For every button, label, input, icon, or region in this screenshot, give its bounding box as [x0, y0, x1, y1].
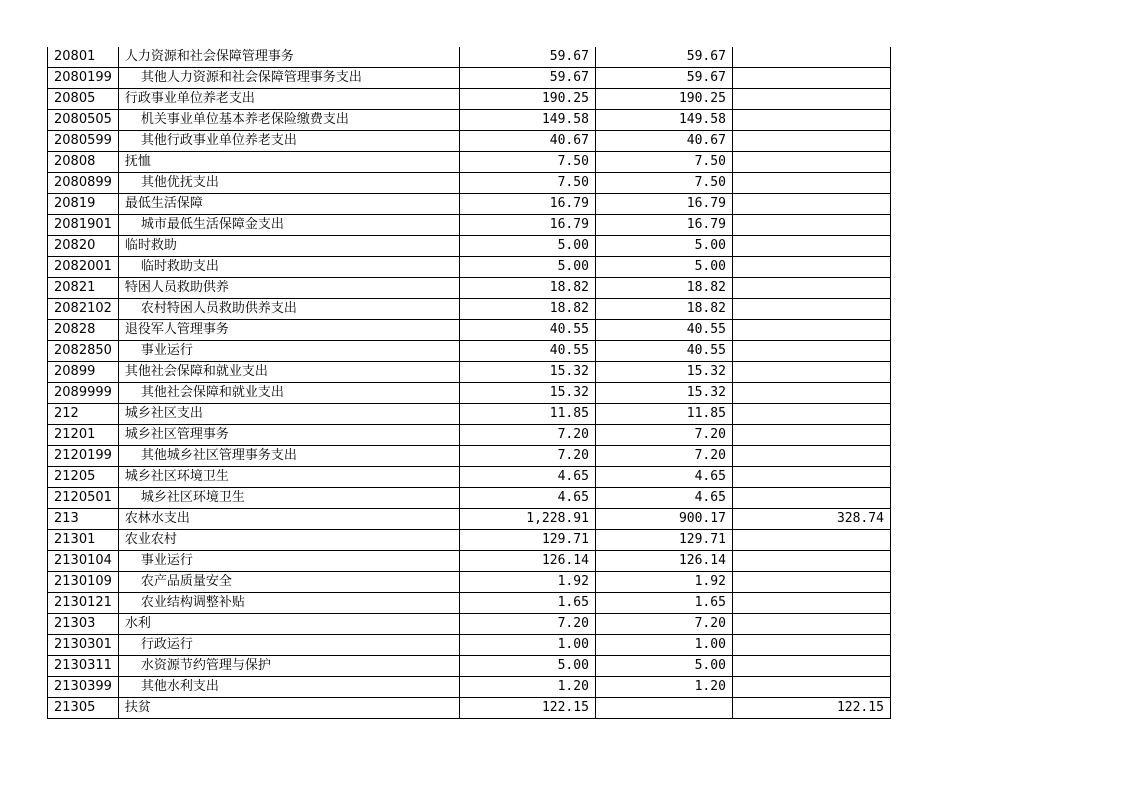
- basic-expenditure-cell: 5.00: [595, 257, 732, 278]
- table-row: [48, 488, 891, 509]
- account-name-cell: 行政事业单位养老支出: [118, 89, 459, 110]
- account-code-cell: 2082001: [48, 257, 119, 278]
- project-expenditure-cell: [732, 446, 890, 467]
- account-code-cell: 2082102: [48, 299, 119, 320]
- account-code-cell: 21201: [48, 425, 119, 446]
- total-amount-cell: 129.71: [459, 530, 595, 551]
- project-expenditure-cell: [732, 89, 890, 110]
- project-expenditure-cell: [732, 551, 890, 572]
- total-amount-cell: 122.15: [459, 698, 595, 719]
- project-expenditure-cell: [732, 257, 890, 278]
- table-row: [48, 551, 891, 572]
- table-row: [48, 278, 891, 299]
- account-code-cell: 20821: [48, 278, 119, 299]
- table-row: [48, 215, 891, 236]
- account-name-cell: 人力资源和社会保障管理事务: [118, 47, 459, 68]
- basic-expenditure-cell: 7.50: [595, 152, 732, 173]
- project-expenditure-cell: [732, 677, 890, 698]
- table-row: [48, 110, 891, 131]
- account-code-cell: 2130121: [48, 593, 119, 614]
- account-name-cell: 其他优抚支出: [118, 173, 459, 194]
- basic-expenditure-cell: 15.32: [595, 383, 732, 404]
- account-name-cell: 其他社会保障和就业支出: [118, 383, 459, 404]
- project-expenditure-cell: [732, 131, 890, 152]
- account-code-cell: 2080899: [48, 173, 119, 194]
- project-expenditure-cell: [732, 404, 890, 425]
- account-code-cell: 2120501: [48, 488, 119, 509]
- project-expenditure-cell: [732, 278, 890, 299]
- total-amount-cell: 40.55: [459, 320, 595, 341]
- basic-expenditure-cell: 5.00: [595, 656, 732, 677]
- project-expenditure-cell: [732, 215, 890, 236]
- project-expenditure-cell: [732, 320, 890, 341]
- account-name-cell: 水资源节约管理与保护: [118, 656, 459, 677]
- table-row: [48, 68, 891, 89]
- account-name-cell: 抚恤: [118, 152, 459, 173]
- total-amount-cell: 59.67: [459, 47, 595, 68]
- account-code-cell: 20801: [48, 47, 119, 68]
- table-row: [48, 656, 891, 677]
- project-expenditure-cell: [732, 152, 890, 173]
- total-amount-cell: 59.67: [459, 68, 595, 89]
- basic-expenditure-cell: 1.00: [595, 635, 732, 656]
- account-name-cell: 城乡社区支出: [118, 404, 459, 425]
- total-amount-cell: 18.82: [459, 299, 595, 320]
- account-name-cell: 城市最低生活保障金支出: [118, 215, 459, 236]
- table-row: [48, 635, 891, 656]
- total-amount-cell: 7.20: [459, 446, 595, 467]
- account-name-cell: 特困人员救助供养: [118, 278, 459, 299]
- table-row: [48, 236, 891, 257]
- total-amount-cell: 1,228.91: [459, 509, 595, 530]
- account-name-cell: 城乡社区环境卫生: [118, 488, 459, 509]
- basic-expenditure-cell: 5.00: [595, 236, 732, 257]
- basic-expenditure-cell: 40.67: [595, 131, 732, 152]
- table-row: [48, 614, 891, 635]
- account-name-cell: 事业运行: [118, 341, 459, 362]
- basic-expenditure-cell: 59.67: [595, 68, 732, 89]
- basic-expenditure-cell: 18.82: [595, 278, 732, 299]
- basic-expenditure-cell: 15.32: [595, 362, 732, 383]
- basic-expenditure-cell: 1.20: [595, 677, 732, 698]
- project-expenditure-cell: [732, 425, 890, 446]
- basic-expenditure-cell: 126.14: [595, 551, 732, 572]
- basic-expenditure-cell: 16.79: [595, 194, 732, 215]
- total-amount-cell: 1.65: [459, 593, 595, 614]
- project-expenditure-cell: [732, 635, 890, 656]
- account-code-cell: 2130399: [48, 677, 119, 698]
- total-amount-cell: 40.67: [459, 131, 595, 152]
- project-expenditure-cell: [732, 236, 890, 257]
- total-amount-cell: 4.65: [459, 488, 595, 509]
- table-row: [48, 446, 891, 467]
- project-expenditure-cell: 328.74: [732, 509, 890, 530]
- total-amount-cell: 1.92: [459, 572, 595, 593]
- account-code-cell: 20808: [48, 152, 119, 173]
- account-name-cell: 城乡社区管理事务: [118, 425, 459, 446]
- basic-expenditure-cell: 4.65: [595, 488, 732, 509]
- account-code-cell: 2080199: [48, 68, 119, 89]
- total-amount-cell: 7.20: [459, 614, 595, 635]
- account-code-cell: 21305: [48, 698, 119, 719]
- total-amount-cell: 5.00: [459, 656, 595, 677]
- project-expenditure-cell: [732, 194, 890, 215]
- project-expenditure-cell: [732, 467, 890, 488]
- total-amount-cell: 16.79: [459, 194, 595, 215]
- account-name-cell: 机关事业单位基本养老保险缴费支出: [118, 110, 459, 131]
- total-amount-cell: 40.55: [459, 341, 595, 362]
- table-row: [48, 572, 891, 593]
- table-row: [48, 341, 891, 362]
- account-name-cell: 农村特困人员救助供养支出: [118, 299, 459, 320]
- basic-expenditure-cell: 59.67: [595, 47, 732, 68]
- account-name-cell: 其他城乡社区管理事务支出: [118, 446, 459, 467]
- project-expenditure-cell: [732, 68, 890, 89]
- table-row: [48, 467, 891, 488]
- account-code-cell: 2130311: [48, 656, 119, 677]
- total-amount-cell: 5.00: [459, 236, 595, 257]
- basic-expenditure-cell: 16.79: [595, 215, 732, 236]
- account-name-cell: 其他水利支出: [118, 677, 459, 698]
- project-expenditure-cell: [732, 299, 890, 320]
- account-code-cell: 20820: [48, 236, 119, 257]
- table-row: [48, 152, 891, 173]
- account-name-cell: 水利: [118, 614, 459, 635]
- basic-expenditure-cell: 40.55: [595, 341, 732, 362]
- basic-expenditure-cell: 1.65: [595, 593, 732, 614]
- table-row: [48, 677, 891, 698]
- total-amount-cell: 7.50: [459, 173, 595, 194]
- total-amount-cell: 5.00: [459, 257, 595, 278]
- account-name-cell: 农林水支出: [118, 509, 459, 530]
- table-row: [48, 362, 891, 383]
- account-code-cell: 2130301: [48, 635, 119, 656]
- project-expenditure-cell: [732, 656, 890, 677]
- table-row: [48, 89, 891, 110]
- total-amount-cell: 1.00: [459, 635, 595, 656]
- total-amount-cell: 18.82: [459, 278, 595, 299]
- basic-expenditure-cell: 7.20: [595, 446, 732, 467]
- account-code-cell: 2081901: [48, 215, 119, 236]
- project-expenditure-cell: [732, 47, 890, 68]
- account-name-cell: 其他社会保障和就业支出: [118, 362, 459, 383]
- total-amount-cell: 16.79: [459, 215, 595, 236]
- table-row: [48, 383, 891, 404]
- account-name-cell: 临时救助支出: [118, 257, 459, 278]
- project-expenditure-cell: [732, 593, 890, 614]
- account-name-cell: 其他人力资源和社会保障管理事务支出: [118, 68, 459, 89]
- account-code-cell: 2089999: [48, 383, 119, 404]
- basic-expenditure-cell: 7.20: [595, 614, 732, 635]
- basic-expenditure-cell: 900.17: [595, 509, 732, 530]
- account-code-cell: 21301: [48, 530, 119, 551]
- account-code-cell: 2082850: [48, 341, 119, 362]
- budget-table: [47, 47, 891, 719]
- total-amount-cell: 7.20: [459, 425, 595, 446]
- table-row: [48, 698, 891, 719]
- account-code-cell: 2080599: [48, 131, 119, 152]
- account-code-cell: 20899: [48, 362, 119, 383]
- basic-expenditure-cell: 7.20: [595, 425, 732, 446]
- budget-table-body: [48, 47, 891, 719]
- account-name-cell: 其他行政事业单位养老支出: [118, 131, 459, 152]
- table-row: [48, 299, 891, 320]
- table-row: [48, 194, 891, 215]
- account-code-cell: 20819: [48, 194, 119, 215]
- account-name-cell: 农业农村: [118, 530, 459, 551]
- account-name-cell: 最低生活保障: [118, 194, 459, 215]
- table-row: [48, 47, 891, 68]
- total-amount-cell: 149.58: [459, 110, 595, 131]
- account-name-cell: 农业结构调整补贴: [118, 593, 459, 614]
- basic-expenditure-cell: 190.25: [595, 89, 732, 110]
- account-name-cell: 扶贫: [118, 698, 459, 719]
- account-code-cell: 21205: [48, 467, 119, 488]
- basic-expenditure-cell: 18.82: [595, 299, 732, 320]
- table-row: [48, 257, 891, 278]
- total-amount-cell: 4.65: [459, 467, 595, 488]
- account-name-cell: 农产品质量安全: [118, 572, 459, 593]
- project-expenditure-cell: [732, 383, 890, 404]
- account-code-cell: 20805: [48, 89, 119, 110]
- total-amount-cell: 126.14: [459, 551, 595, 572]
- project-expenditure-cell: 122.15: [732, 698, 890, 719]
- project-expenditure-cell: [732, 530, 890, 551]
- account-code-cell: 20828: [48, 320, 119, 341]
- total-amount-cell: 190.25: [459, 89, 595, 110]
- basic-expenditure-cell: 4.65: [595, 467, 732, 488]
- table-row: [48, 131, 891, 152]
- account-code-cell: 213: [48, 509, 119, 530]
- basic-expenditure-cell: 11.85: [595, 404, 732, 425]
- table-row: [48, 425, 891, 446]
- table-row: [48, 593, 891, 614]
- basic-expenditure-cell: 7.50: [595, 173, 732, 194]
- account-code-cell: 2130109: [48, 572, 119, 593]
- basic-expenditure-cell: 1.92: [595, 572, 732, 593]
- table-row: [48, 509, 891, 530]
- account-name-cell: 事业运行: [118, 551, 459, 572]
- project-expenditure-cell: [732, 614, 890, 635]
- project-expenditure-cell: [732, 341, 890, 362]
- basic-expenditure-cell: 149.58: [595, 110, 732, 131]
- table-row: [48, 530, 891, 551]
- project-expenditure-cell: [732, 488, 890, 509]
- project-expenditure-cell: [732, 173, 890, 194]
- account-code-cell: 2120199: [48, 446, 119, 467]
- table-row: [48, 404, 891, 425]
- basic-expenditure-cell: [595, 698, 732, 719]
- account-name-cell: 行政运行: [118, 635, 459, 656]
- total-amount-cell: 11.85: [459, 404, 595, 425]
- total-amount-cell: 7.50: [459, 152, 595, 173]
- total-amount-cell: 15.32: [459, 362, 595, 383]
- account-code-cell: 21303: [48, 614, 119, 635]
- table-row: [48, 173, 891, 194]
- project-expenditure-cell: [732, 572, 890, 593]
- account-name-cell: 城乡社区环境卫生: [118, 467, 459, 488]
- account-code-cell: 2080505: [48, 110, 119, 131]
- account-name-cell: 退役军人管理事务: [118, 320, 459, 341]
- basic-expenditure-cell: 40.55: [595, 320, 732, 341]
- account-code-cell: 212: [48, 404, 119, 425]
- account-name-cell: 临时救助: [118, 236, 459, 257]
- table-row: [48, 320, 891, 341]
- project-expenditure-cell: [732, 362, 890, 383]
- account-code-cell: 2130104: [48, 551, 119, 572]
- project-expenditure-cell: [732, 110, 890, 131]
- total-amount-cell: 15.32: [459, 383, 595, 404]
- basic-expenditure-cell: 129.71: [595, 530, 732, 551]
- total-amount-cell: 1.20: [459, 677, 595, 698]
